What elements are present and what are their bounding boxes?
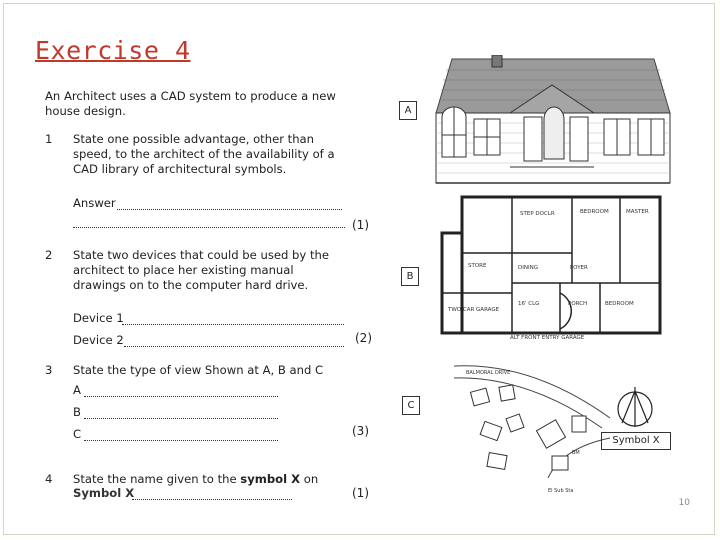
svg-text:TWO CAR GARAGE: TWO CAR GARAGE <box>448 307 500 313</box>
q4-marks: (1) <box>352 486 369 500</box>
q4-text-post: on <box>303 472 319 486</box>
svg-text:PORCH: PORCH <box>568 301 588 307</box>
north-arrow-icon <box>612 385 658 431</box>
svg-text:MASTER: MASTER <box>626 209 649 215</box>
q2-device2-line[interactable] <box>124 337 344 347</box>
q2-marks: (2) <box>355 331 372 345</box>
site-plan-drawing <box>452 358 612 498</box>
q1-answer-label: Answer <box>73 196 116 210</box>
intro-text: An Architect uses a CAD system to produce a new house design. <box>45 89 336 118</box>
svg-text:BEDROOM: BEDROOM <box>580 209 609 215</box>
q1-number: 1 <box>45 132 53 146</box>
label-c: C <box>402 396 420 415</box>
page-number: 10 <box>678 498 690 508</box>
q4-answer-line[interactable] <box>132 490 292 500</box>
q2-number: 2 <box>45 248 53 262</box>
q2-device1-line[interactable] <box>122 315 344 325</box>
q2-device2-label: Device 2 <box>73 333 124 347</box>
q1-answer-line-1[interactable] <box>117 200 342 210</box>
symbol-x-caption: Symbol X <box>601 432 671 450</box>
q3-a-label: A <box>73 383 81 397</box>
q3-number: 3 <box>45 363 53 377</box>
q2-device1-label: Device 1 <box>73 311 124 325</box>
svg-text:BM: BM <box>572 450 580 456</box>
label-a: A <box>399 101 417 120</box>
q3-text: State the type of view Shown at A, B and C <box>73 363 324 377</box>
q2-text: State two devices that could be used by the architect to place her existing manual drawings on to the computer hard drive. <box>73 248 329 292</box>
svg-text:DINING: DINING <box>518 265 538 271</box>
page-title: Exercise 4 <box>35 36 191 65</box>
q3-c-line[interactable] <box>84 431 278 441</box>
q4-text-bold: symbol X <box>240 472 301 486</box>
q4-answer-label: Symbol X <box>73 486 135 500</box>
floor-plan-drawing <box>440 193 662 343</box>
q4-number: 4 <box>45 472 53 486</box>
svg-text:STORE: STORE <box>468 263 487 269</box>
q1-marks: (1) <box>352 218 369 232</box>
svg-text:BEDROOM: BEDROOM <box>605 301 634 307</box>
q3-marks: (3) <box>352 424 369 438</box>
q1-text: State one possible advantage, other than speed, to the architect of the availability of a CAD library of architectural symbols. <box>73 132 335 176</box>
svg-text:ALT FRONT ENTRY GARAGE: ALT FRONT ENTRY GARAGE <box>510 335 585 341</box>
q4-text <box>73 472 318 487</box>
q3-b-line[interactable] <box>84 409 278 419</box>
q3-c-label: C <box>73 427 82 441</box>
svg-text:FOYER: FOYER <box>570 265 588 271</box>
house-elevation-drawing <box>432 55 674 185</box>
svg-text:El Sub Sta: El Sub Sta <box>548 488 574 494</box>
svg-text:BALMORAL DRIVE: BALMORAL DRIVE <box>466 370 511 376</box>
svg-text:STEP DOCLR: STEP DOCLR <box>520 211 555 217</box>
label-b: B <box>401 267 419 286</box>
q4-text-pre: State the name given to the <box>73 472 237 486</box>
q1-answer-line-2[interactable] <box>73 218 345 228</box>
svg-text:16' CLG: 16' CLG <box>518 301 540 307</box>
q3-a-line[interactable] <box>84 387 278 397</box>
q3-b-label: B <box>73 405 81 419</box>
